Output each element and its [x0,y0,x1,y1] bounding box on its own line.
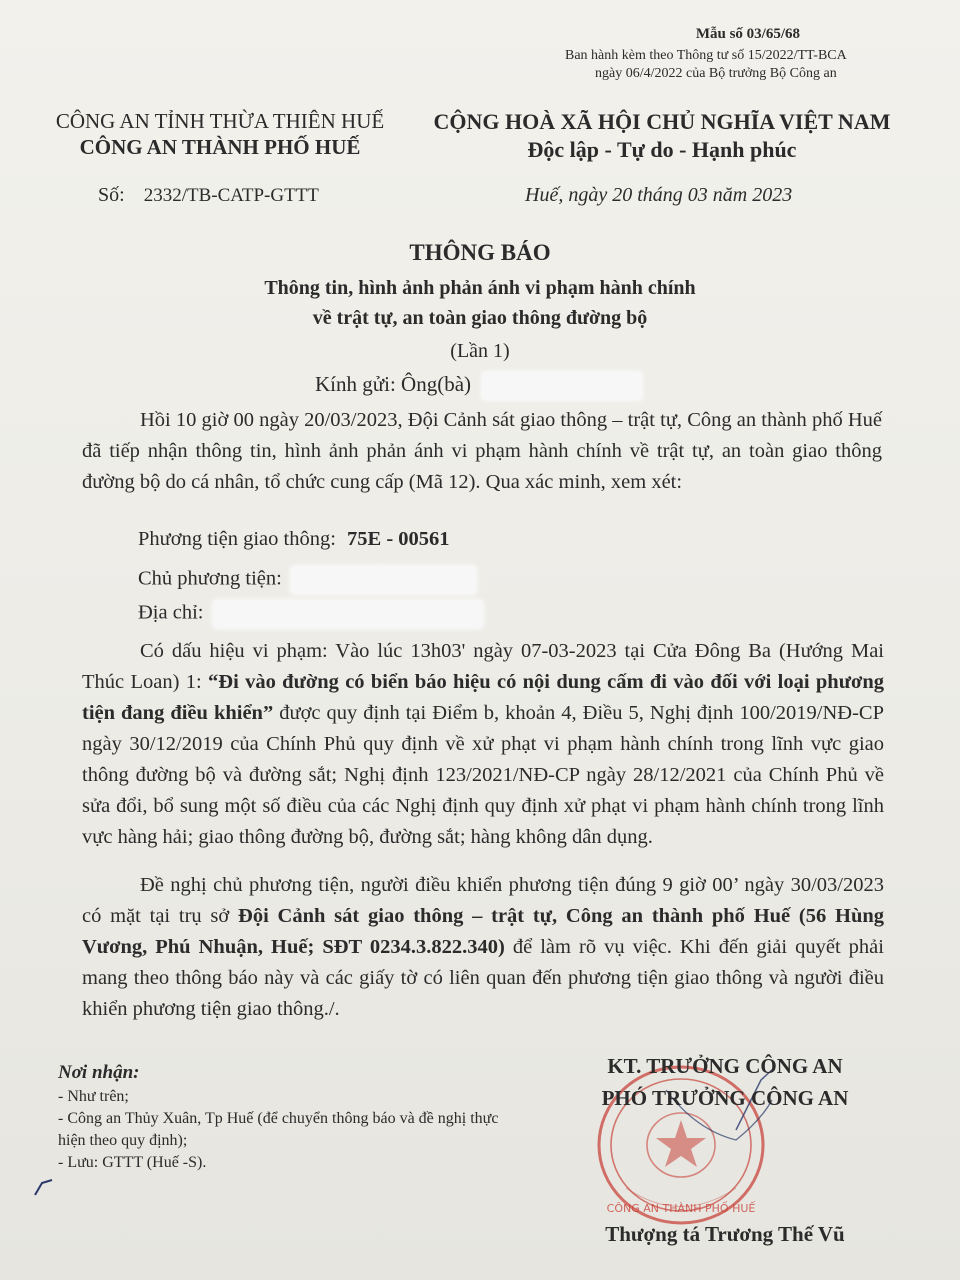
form-issued-note [565,47,895,83]
violation-text-2: được quy định tại Điểm b, khoản 4, Điều 5, Nghị định 100/2019/NĐ-CP ngày 30/12/2019 của Chính Phủ quy định về xử phạt vi phạm hành chính trong lĩnh vực giao thông đường bộ và đường sắt; Nghị định 123/2021/NĐ-CP ngày 28/12/2021 của Chính Phủ về sửa đổi, bổ sung một số điều của các Nghị định quy định xử phạt vi phạm hành chính trong lĩnh vực hàng hải; giao thông đường bộ, đường sắt; hàng không dân dụng. [82,702,885,848]
subtitle-line1: Thông tin, hình ảnh phản ánh vi phạm hành chính [264,277,696,299]
national-header [412,108,912,164]
form-issued-line2: ngày 06/4/2022 của Bộ trưởng Bộ Công an [595,66,837,81]
vehicle-plate: 75E - 00561 [347,528,450,550]
addressee-label: Kính gửi: Ông(bà) [315,372,472,396]
redacted-owner [291,566,476,594]
address-label: Địa chỉ: [138,601,204,624]
owner-field [138,566,476,594]
addressee [315,372,642,400]
redacted-address [213,600,483,628]
notice-iteration: (Lần 1) [450,340,510,362]
recipient-item: - Như trên; [58,1088,129,1105]
document-title: THÔNG BÁO [409,240,551,265]
recipient-item: - Công an Thủy Xuân, Tp Huế (để chuyển thông báo và đề nghị thực hiện theo quy định); [58,1110,499,1149]
vehicle-label: Phương tiện giao thông: [138,528,336,550]
document-date: Huế, ngày 20 tháng 03 năm 2023 [525,184,793,206]
nation-motto: Độc lập - Tự do - Hạnh phúc [527,137,797,162]
owner-label: Chủ phương tiện: [138,567,282,590]
form-issued-line1: Ban hành kèm theo Thông tư số 15/2022/TT-BCA [565,48,847,63]
agency-parent: CÔNG AN TỈNH THỪA THIÊN HUẾ [55,109,385,133]
paragraph-intro: Hồi 10 giờ 00 ngày 20/03/2023, Đội Cảnh sát giao thông – trật tự, Công an thành phố Huế đã tiếp nhận thông tin, hình ảnh phản ánh vi phạm hành chính về trật tự, an toàn giao thông đường bộ do cá nhân, tổ chức cung cấp (Mã 12). Qua xác minh, xem xét: [82,409,882,493]
recipients-heading: Nơi nhận: [58,1062,140,1083]
document-subtitle [0,273,960,333]
redacted-addressee [482,372,642,400]
signature-block [560,1050,890,1114]
address-field [138,600,483,628]
signature-title: PHÓ TRƯỞNG CÔNG AN [601,1086,849,1110]
violation-description: “Đi vào đường có biển báo hiệu có nội dung cấm đi vào đối với loại phương tiện đang điều khiển” [82,671,885,724]
pen-mark-icon [30,1175,60,1200]
form-number: Mẫu số 03/65/68 [695,26,800,42]
subtitle-line2: về trật tự, an toàn giao thông đường bộ [312,307,648,329]
violation-text-1: Có dấu hiệu vi phạm: Vào lúc 13h03' ngày 07-03-2023 tại Cửa Đông Ba (Hướng Mai Thúc Loan) 1: [82,640,884,693]
vehicle-field [138,528,450,551]
recipients-block [58,1062,518,1174]
paragraph-request [82,870,884,1025]
request-text-1: Đề nghị chủ phương tiện, người điều khiển phương tiện đúng 9 giờ 00’ ngày 30/03/2023 có mặt tại trụ sở [82,874,884,927]
signature-authority: KT. TRƯỞNG CÔNG AN [607,1054,843,1078]
paragraph-violation [82,636,884,853]
seal-text: CÔNG AN THÀNH PHỐ HUẾ [606,1202,756,1215]
recipient-item: - Lưu: GTTT (Huế -S). [58,1154,207,1171]
document-number-value: 2332/TB-CATP-GTTT [143,185,319,206]
issuing-agency [40,108,400,160]
agency-name: CÔNG AN THÀNH PHỐ HUẾ [79,135,361,159]
request-text-2: để làm rõ vụ việc. Khi đến giải quyết phải mang theo thông báo này và các giấy tờ có liên quan đến phương tiện giao thông và người điều khiển phương tiện giao thông./. [82,936,884,1020]
request-location: Đội Cảnh sát giao thông – trật tự, Công an thành phố Huế (56 Hùng Vương, Phú Nhuận, Huế; SĐT 0234.3.822.340) [82,905,885,958]
signer-name: Thượng tá Trương Thế Vũ [605,1222,845,1246]
document-number-label: Số: [98,184,125,206]
nation-name: CỘNG HOÀ XÃ HỘI CHỦ NGHĨA VIỆT NAM [433,109,891,134]
document-number [98,184,319,207]
